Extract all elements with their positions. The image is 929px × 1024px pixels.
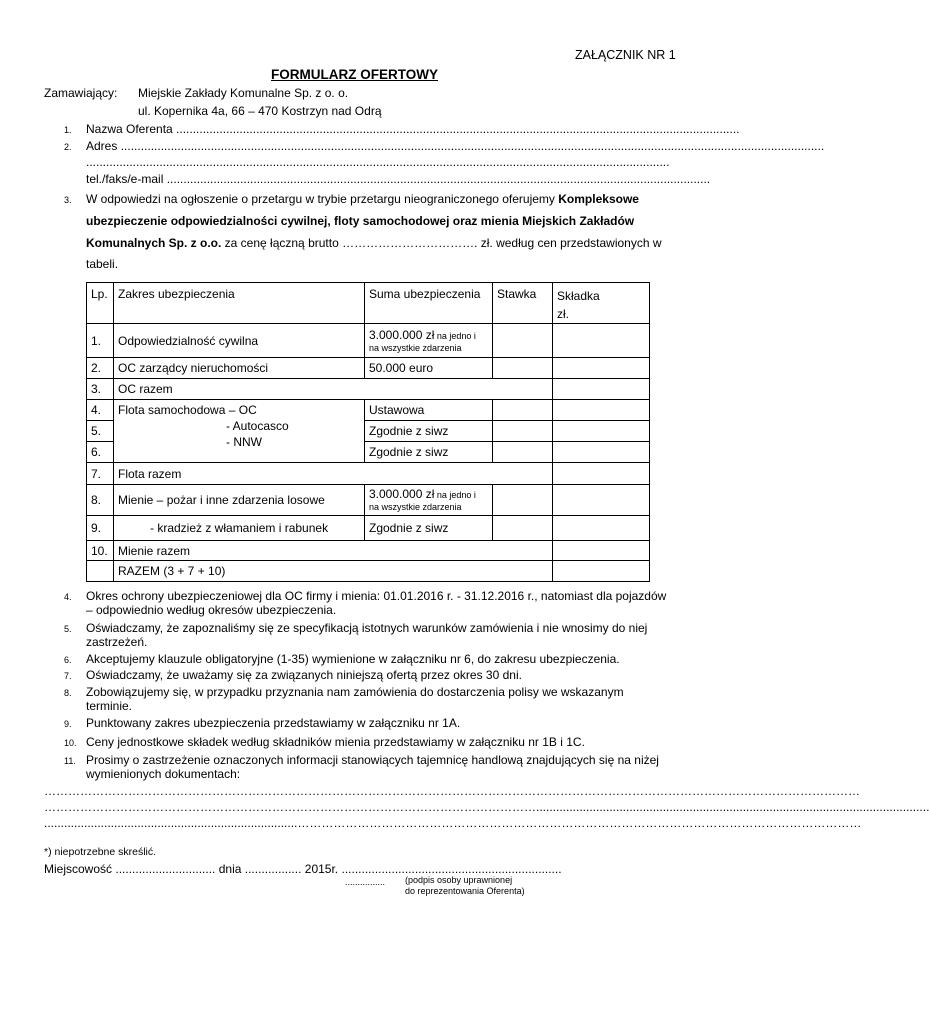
- table-row: [87, 541, 650, 561]
- year: 2015r.: [304, 862, 339, 876]
- total-scope: RAZEM (3 + 7 + 10): [114, 561, 553, 582]
- table-row: [87, 400, 650, 421]
- row-lp: 8.: [87, 485, 114, 516]
- table-row: [87, 516, 650, 541]
- table-row: [87, 379, 650, 400]
- premium-cell[interactable]: [553, 324, 650, 358]
- row-lp: 5.: [87, 421, 114, 442]
- contact-field[interactable]: tel./faks/e-mail ...................................................................................................................................................................: [86, 172, 711, 186]
- date-field[interactable]: .................: [244, 862, 305, 876]
- contact-label: tel./faks/e-mail: [86, 172, 164, 186]
- row-scope: Mienie – pożar i inne zdarzenia losowe: [114, 485, 365, 516]
- annex-number: ZAŁĄCZNIK NR 1: [575, 48, 676, 62]
- table-total-row: [87, 561, 650, 582]
- item-number: 10.: [64, 738, 77, 748]
- date-label: dnia: [218, 862, 242, 876]
- row-sum: 3.000.000 zł na jedno i na wszystkie zdarzenia: [365, 324, 493, 358]
- premium-cell[interactable]: [553, 541, 650, 561]
- item-number: 11.: [64, 756, 76, 766]
- premium-cell[interactable]: [553, 516, 650, 541]
- buyer-address: ul. Kopernika 4a, 66 – 470 Kostrzyn nad Odrą: [138, 104, 382, 118]
- row-lp: 4.: [87, 400, 114, 421]
- row-scope: Mienie razem: [114, 541, 553, 561]
- table-header-row: [87, 283, 650, 324]
- offer-statement-line3: Komunalnych Sp. z o.o. za cenę łączną brutto ……………………………. zł. według cen przedstawionych w: [86, 236, 662, 250]
- row-scope: Flota razem: [114, 463, 553, 485]
- item-number: 5.: [64, 624, 72, 634]
- documents-line-2[interactable]: ……………………………………………………………………………………………………………......................................................................................................................: [44, 800, 929, 814]
- rate-cell[interactable]: [493, 485, 553, 516]
- premium-cell[interactable]: [553, 379, 650, 400]
- premium-cell[interactable]: [553, 400, 650, 421]
- page-title: FORMULARZ OFERTOWY: [271, 67, 438, 82]
- row-scope: OC zarządcy nieruchomości: [114, 358, 365, 379]
- policy-obligation: Zobowiązujemy się, w przypadku przyznania nam zamówienia do dostarczenia polisy we wskazanym terminie.: [86, 685, 624, 713]
- header-sum: Suma ubezpieczenia: [365, 283, 493, 324]
- table-row: [87, 358, 650, 379]
- row-lp: 7.: [87, 463, 114, 485]
- buyer-label: Zamawiający:: [44, 86, 118, 100]
- item-number: 3.: [64, 195, 72, 205]
- item-number: 7.: [64, 671, 72, 681]
- item-number: 2.: [64, 142, 72, 152]
- offer-statement-line4: tabeli.: [86, 257, 119, 271]
- address-field-line2[interactable]: ...............................................................................................................................................................................: [86, 155, 670, 169]
- header-rate: Stawka: [493, 283, 553, 324]
- place-label: Miejscowość: [44, 862, 113, 876]
- table-row: [87, 485, 650, 516]
- offeror-name-label: Nazwa Oferenta: [86, 122, 173, 136]
- row-lp: 6.: [87, 442, 114, 463]
- signature-caption: (podpis osoby uprawnionej do reprezentowania Oferenta): [405, 875, 525, 896]
- row-lp: 2.: [87, 358, 114, 379]
- item-number: 1.: [64, 125, 72, 135]
- row-lp: 1.: [87, 324, 114, 358]
- place-field[interactable]: ..............................: [115, 862, 219, 876]
- place-date-line: [44, 862, 562, 876]
- binding-period: Oświadczamy, że uważamy się za związanych niniejszą ofertą przez okres 30 dni.: [86, 668, 522, 682]
- row-sum: Zgodnie z siwz: [365, 421, 493, 442]
- row-sum: Ustawowa: [365, 400, 493, 421]
- insurance-table: [86, 282, 650, 582]
- table-row: [87, 463, 650, 485]
- row-sum: Zgodnie z siwz: [365, 442, 493, 463]
- row-scope: - kradzież z włamaniem i rabunek: [114, 516, 365, 541]
- fleet-scope: Flota samochodowa – OC - Autocasco - NNW: [114, 400, 365, 463]
- table-row: [87, 324, 650, 358]
- row-lp: [87, 561, 114, 582]
- address-label: Adres: [86, 139, 118, 153]
- documents-line-3[interactable]: ............................................................................……………………………………………………………………………………………………………………………: [44, 816, 862, 830]
- documents-line-1[interactable]: ……………………………………………………………………………………………………………………………………………………………………………………: [44, 784, 860, 798]
- total-premium-cell[interactable]: [553, 561, 650, 582]
- row-lp: 3.: [87, 379, 114, 400]
- footnote: *) niepotrzebne skreślić.: [44, 846, 157, 858]
- row-scope: OC razem: [114, 379, 553, 400]
- row-lp: 9.: [87, 516, 114, 541]
- row-sum: Zgodnie z siwz: [365, 516, 493, 541]
- rate-cell[interactable]: [493, 421, 553, 442]
- rate-cell[interactable]: [493, 324, 553, 358]
- rate-cell[interactable]: [493, 442, 553, 463]
- row-sum: 50.000 euro: [365, 358, 493, 379]
- trade-secret-request: Prosimy o zastrzeżenie oznaczonych informacji stanowiących tajemnicę handlową znajdujących się na niżej wymienionych dokumentach:: [86, 753, 659, 781]
- offeror-name-field[interactable]: Nazwa Oferenta .........................................................................................................................................................................: [86, 122, 740, 136]
- row-sum: 3.000.000 zł na jedno i na wszystkie zdarzenia: [365, 485, 493, 516]
- buyer-name: Miejskie Zakłady Komunalne Sp. z o. o.: [138, 86, 349, 100]
- premium-cell[interactable]: [553, 358, 650, 379]
- signature-field[interactable]: ..................................................................: [341, 862, 562, 876]
- unit-prices: Ceny jednostkowe składek według składników mienia przedstawiamy w załączniku nr 1B i 1C.: [86, 735, 585, 749]
- header-lp: Lp.: [87, 283, 114, 324]
- header-premium: Składka zł.: [553, 283, 650, 324]
- clauses-acceptance: Akceptujemy klauzule obligatoryjne (1-35) wymienione w załączniku nr 6, do zakresu ubezpieczenia.: [86, 652, 620, 666]
- scored-scope: Punktowany zakres ubezpieczenia przedstawiamy w załączniku nr 1A.: [86, 716, 461, 730]
- item-number: 8.: [64, 688, 72, 698]
- offer-statement-line1: W odpowiedzi na ogłoszenie o przetargu w trybie przetargu nieograniczonego oferujemy Kompleksowe: [86, 192, 639, 206]
- row-scope: Odpowiedzialność cywilna: [114, 324, 365, 358]
- siwz-statement: Oświadczamy, że zapoznaliśmy się ze specyfikacją istotnych warunków zamówienia i nie wnosimy do niej zastrzeżeń.: [86, 621, 648, 649]
- rate-cell[interactable]: [493, 358, 553, 379]
- premium-cell[interactable]: [553, 442, 650, 463]
- header-scope: Zakres ubezpieczenia: [114, 283, 365, 324]
- rate-cell[interactable]: [493, 400, 553, 421]
- signature-dots: ................: [345, 877, 386, 887]
- premium-cell[interactable]: [553, 485, 650, 516]
- item-number: 9.: [64, 719, 72, 729]
- premium-cell[interactable]: [553, 421, 650, 442]
- row-lp: 10.: [87, 541, 114, 561]
- premium-cell[interactable]: [553, 463, 650, 485]
- protection-period: Okres ochrony ubezpieczeniowej dla OC firmy i mienia: 01.01.2016 r. - 31.12.2016 r., natomiast dla pojazdów – odpowiednio według okresów ubezpieczenia.: [86, 589, 667, 617]
- rate-cell[interactable]: [493, 516, 553, 541]
- address-field[interactable]: Adres ...................................................................................................................................................................................................................: [86, 139, 825, 153]
- item-number: 4.: [64, 592, 72, 602]
- item-number: 6.: [64, 655, 72, 665]
- offer-statement-line2: ubezpieczenie odpowiedzialności cywilnej, floty samochodowej oraz mienia Miejskich Zakładów: [86, 214, 635, 228]
